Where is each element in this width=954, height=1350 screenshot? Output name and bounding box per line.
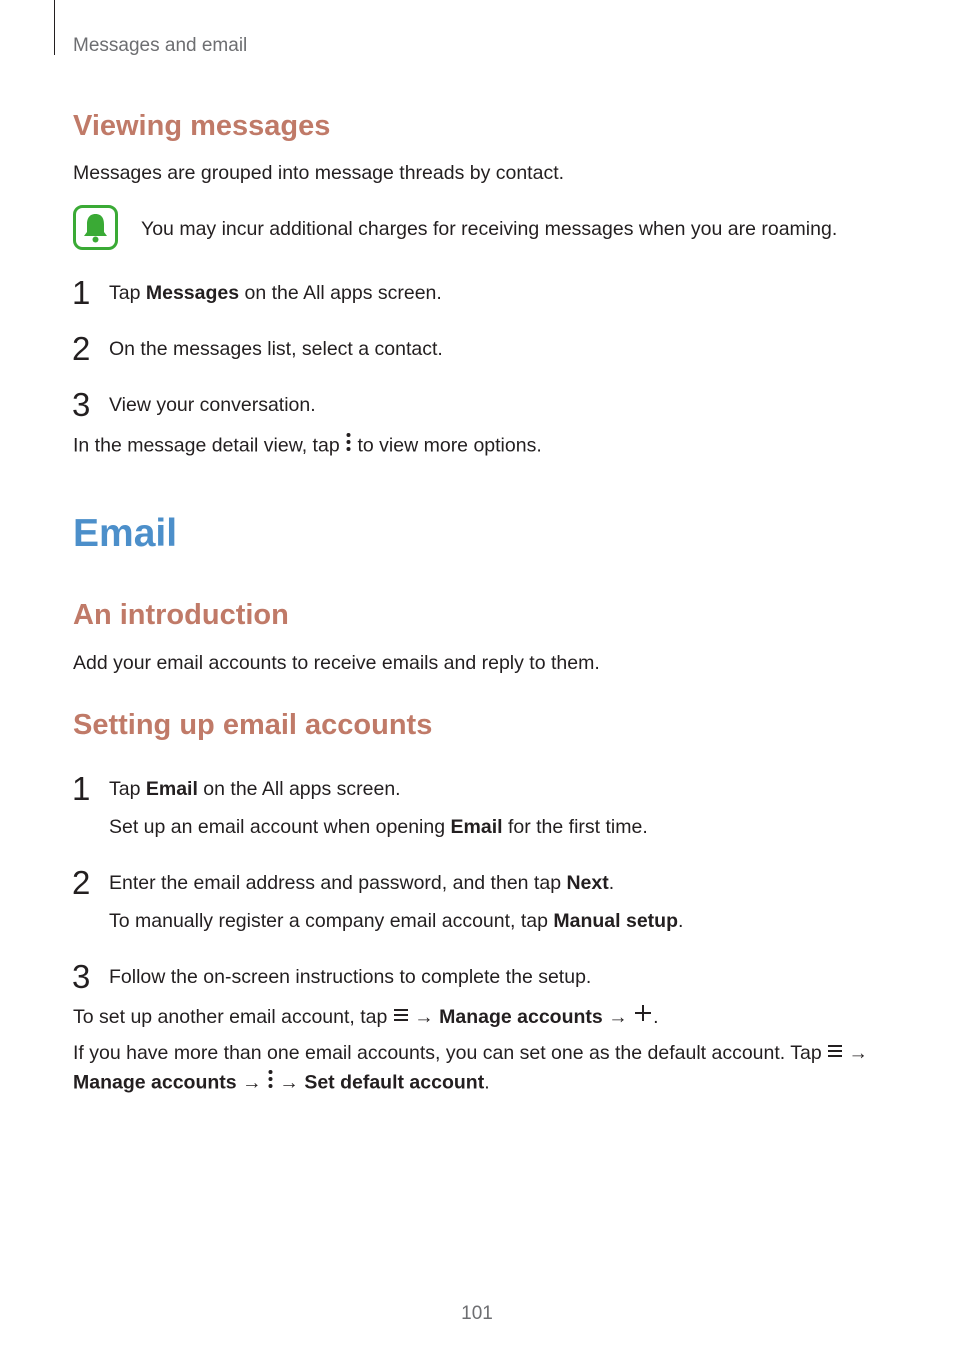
bell-note-icon: [73, 205, 118, 250]
introduction-text: Add your email accounts to receive emails and reply to them.: [73, 652, 600, 674]
viewing-intro: Messages are grouped into message threads by contact.: [73, 162, 565, 184]
step-text: View your conversation.: [109, 394, 316, 416]
menu-icon: [827, 1039, 843, 1068]
step-text: Tap Email on the All apps screen.: [109, 778, 401, 800]
step-text: Follow the on-screen instructions to complete the setup.: [109, 966, 592, 988]
ui-term: Set default account: [304, 1072, 485, 1094]
step-number: 1: [72, 274, 91, 311]
setting-up-heading: Setting up email accounts: [73, 709, 433, 741]
ui-term: Email: [145, 778, 198, 800]
ui-term: Messages: [145, 282, 240, 304]
step-text: Tap Messages on the All apps screen.: [109, 282, 442, 304]
introduction-heading: An introduction: [73, 599, 289, 631]
step-number: 2: [72, 330, 91, 367]
step-subtext: To manually register a company email account, tap Manual setup.: [109, 910, 684, 932]
step-number: 2: [72, 864, 91, 901]
header-rule: [54, 0, 55, 55]
page-number: 101: [461, 1303, 493, 1324]
step-number: 3: [72, 386, 91, 423]
viewing-messages-heading: Viewing messages: [73, 110, 331, 142]
ui-term: Manage accounts: [73, 1072, 237, 1094]
another-account-tip: To set up another email account, tap → Manage accounts → .: [73, 1003, 883, 1032]
ui-term: Manual setup: [553, 910, 678, 932]
running-title: Messages and email: [73, 35, 248, 56]
more-options-icon: [267, 1068, 274, 1099]
step-text: On the messages list, select a contact.: [109, 338, 443, 360]
roaming-note: You may incur additional charges for receiving messages when you are roaming.: [141, 218, 838, 240]
ui-term: Next: [566, 872, 609, 894]
email-chapter-title: Email: [73, 512, 178, 555]
ui-term: Email: [450, 816, 503, 838]
menu-icon: [393, 1003, 409, 1032]
step-subtext: Set up an email account when opening Email for the first time.: [109, 816, 648, 838]
add-icon: [633, 1003, 653, 1032]
step-number: 1: [72, 770, 91, 807]
step-text: Enter the email address and password, and then tap Next.: [109, 872, 615, 894]
more-options-tip: In the message detail view, tap to view more options.: [73, 431, 883, 462]
ui-term: Manage accounts: [439, 1006, 603, 1028]
step-number: 3: [72, 958, 91, 995]
default-account-tip: If you have more than one email accounts, you can set one as the default account. Tap → Manage accounts → → Set default account.: [73, 1039, 883, 1099]
